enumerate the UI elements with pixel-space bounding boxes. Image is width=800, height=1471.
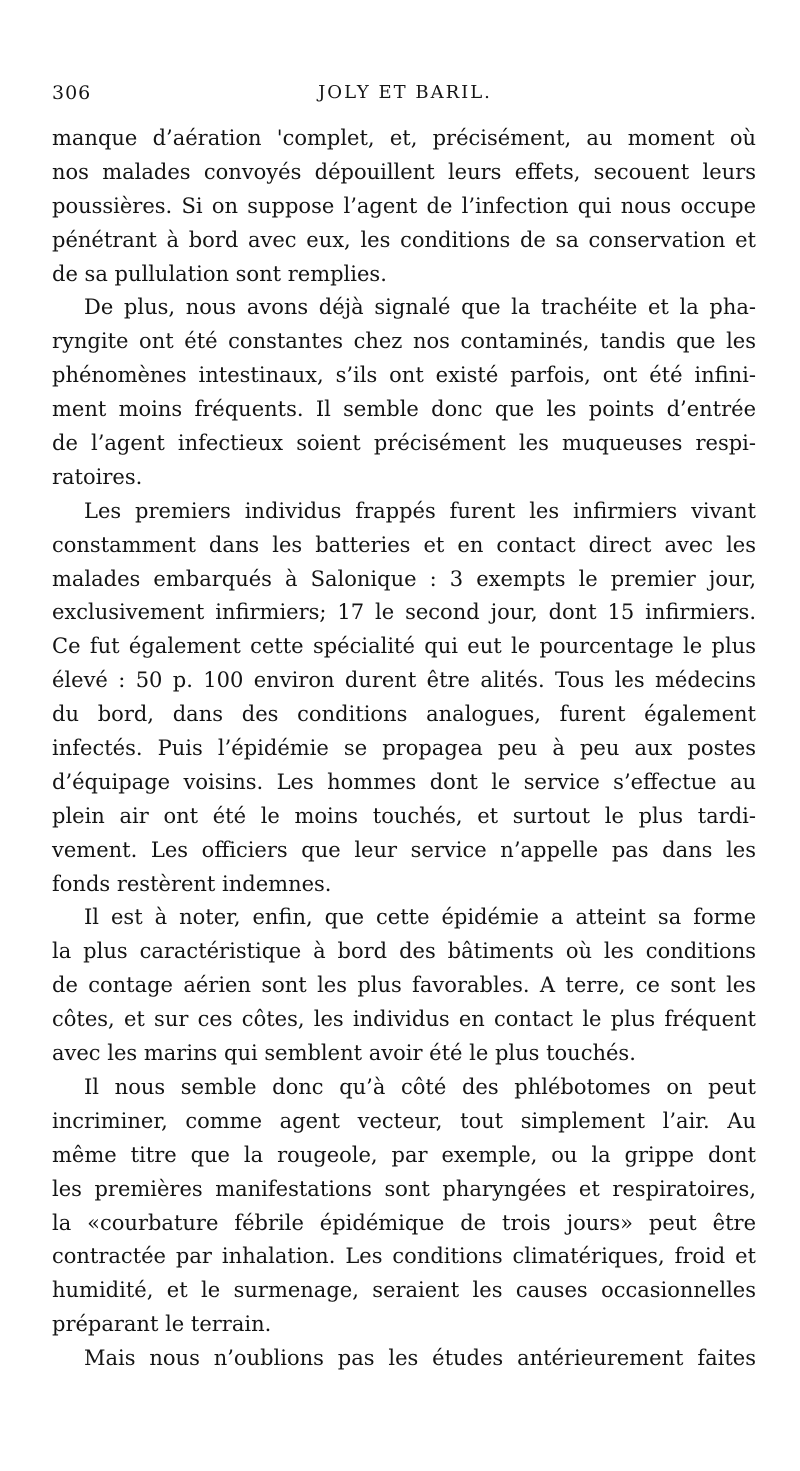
text-line: élevé : 50 p. 100 environ durent être alités. Tous les médecins [52, 668, 756, 693]
running-head: JOLY ET BARIL. [318, 82, 492, 103]
paragraph [52, 901, 756, 1070]
text-line: De plus, nous avons déjà signalé que la trachéite et la pha- [84, 295, 756, 320]
text-line: ratoires. [52, 464, 143, 489]
text-line: la plus caractéristique à bord des bâtiments où les conditions [52, 939, 756, 964]
text-line: Mais nous n’oublions pas les études antérieurement faites [84, 1346, 756, 1371]
text-line: infectés. Puis l’épidémie se propagea peu à peu aux postes [52, 736, 756, 761]
text-line: constamment dans les batteries et en contact direct avec les [52, 532, 756, 557]
text-line: de l’agent infectieux soient précisément les muqueuses respi- [52, 431, 756, 456]
paragraph [52, 1342, 756, 1376]
text-line: préparant le terrain. [52, 1312, 272, 1337]
paragraph [52, 122, 756, 291]
page-number: 306 [52, 82, 92, 104]
text-line: Il est à noter, enfin, que cette épidémie a atteint sa forme [84, 905, 756, 930]
text-line: fonds restèrent indemnes. [52, 871, 332, 896]
text-line: de sa pullulation sont remplies. [52, 261, 387, 286]
paragraph [52, 1071, 756, 1342]
text-line: Il nous semble donc qu’à côté des phlébotomes on peut [84, 1074, 756, 1099]
text-line: incriminer, comme agent vecteur, tout simplement l’air. Au [52, 1108, 756, 1133]
text-line: contractée par inhalation. Les conditions climatériques, froid et [52, 1244, 756, 1269]
text-line: phénomènes intestinaux, s’ils ont existé parfois, ont été infini- [52, 363, 756, 388]
text-line: Ce fut également cette spécialité qui eut le pourcentage le plus [52, 634, 756, 659]
text-line: plein air ont été le moins touchés, et surtout le plus tardi- [52, 803, 756, 828]
text-line: malades embarqués à Salonique : 3 exempts le premier jour, [52, 566, 756, 591]
page-header [52, 82, 758, 110]
text-line: la «courbature fébrile épidémique de trois jours» peut être [52, 1210, 756, 1235]
text-line: d’équipage voisins. Les hommes dont le service s’effectue au [52, 769, 756, 794]
text-line: côtes, et sur ces côtes, les individus en contact le plus fréquent [52, 1007, 756, 1032]
text-line: vement. Les officiers que leur service n’appelle pas dans les [52, 837, 756, 862]
text-line: avec les marins qui semblent avoir été le plus touchés. [52, 1041, 636, 1066]
text-line: humidité, et le surmenage, seraient les causes occasionnelles [52, 1278, 756, 1303]
text-line: poussières. Si on suppose l’agent de l’infection qui nous occupe [52, 193, 756, 218]
text-line: même titre que la rougeole, par exemple, ou la grippe dont [52, 1142, 756, 1167]
text-line: pénétrant à bord avec eux, les conditions de sa conservation et [52, 227, 756, 252]
text-line: Les premiers individus frappés furent les infirmiers vivant [84, 498, 756, 523]
text-line: ment moins fréquents. Il semble donc que les points d’entrée [52, 397, 756, 422]
text-line: du bord, dans des conditions analogues, furent également [52, 702, 756, 727]
text-line: manque d’aération 'complet, et, précisément, au moment où [52, 126, 756, 150]
text-line: les premières manifestations sont pharyngées et respiratoires, [52, 1176, 756, 1201]
text-line: de contage aérien sont les plus favorables. A terre, ce sont les [52, 973, 756, 998]
text-line: exclusivement infirmiers; 17 le second jour, dont 15 infirmiers. [52, 600, 756, 625]
paragraph [52, 291, 756, 494]
text-line: ryngite ont été constantes chez nos contaminés, tandis que les [52, 329, 756, 354]
paragraph [52, 495, 756, 902]
body-text [52, 122, 756, 1376]
text-line: nos malades convoyés dépouillent leurs effets, secouent leurs [52, 159, 756, 184]
